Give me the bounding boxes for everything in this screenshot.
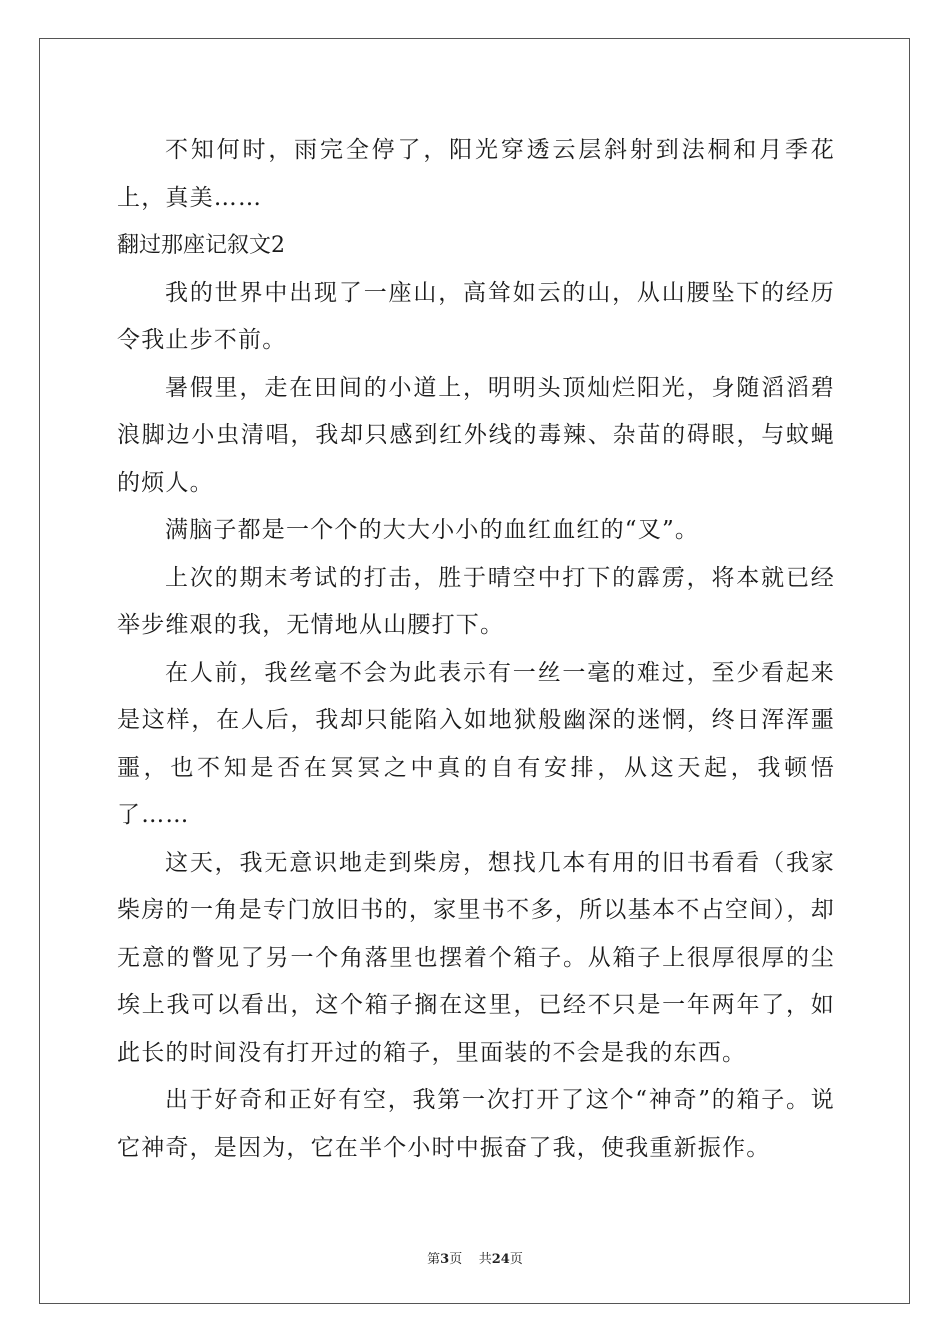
paragraph: 出于好奇和正好有空，我第一次打开了这个“神奇”的箱子。说它神奇，是因为，它在半个小时中振奋了我，使我重新振作。 [117,1087,835,1161]
paragraph: 上次的期末考试的打击，胜于晴空中打下的霹雳，将本就已经举步维艰的我，无情地从山腰打下。 [117,564,835,638]
total-suffix: 页 [509,1252,523,1267]
total-prefix: 共 [478,1252,492,1267]
paragraph: 暑假里，走在田间的小道上，明明头顶灿烂阳光，身随滔滔碧浪脚边小虫清唱，我却只感到红外线的毒辣、杂苗的碍眼，与蚊蝇的烦人。 [117,374,835,496]
paragraph: 在人前，我丝毫不会为此表示有一丝一毫的难过，至少看起来是这样，在人后，我却只能陷入如地狱般幽深的迷惘，终日浑浑噩噩，也不知是否在冥冥之中真的自有安排，从这天起，我顿悟了…… [117,659,835,828]
section-heading: 翻过那座记叙文2 [117,233,285,258]
paragraph: 我的世界中出现了一座山，高耸如云的山，从山腰坠下的经历令我止步不前。 [117,279,835,353]
total-pages-number: 24 [491,1252,510,1267]
page-suffix: 页 [449,1252,463,1267]
paragraph: 满脑子都是一个个的大大小小的血红血红的“叉”。 [165,517,700,543]
paragraph: 这天，我无意识地走到柴房，想找几本有用的旧书看看（我家柴房的一角是专门放旧书的，家里书不多，所以基本不占空间），却无意的瞥见了另一个角落里也摆着个箱子。从箱子上很厚很厚的尘埃上我可以看出，这个箱子搁在这里，已经不只是一年两年了，如此长的时间没有打开过的箱子，里面装的不会是我的东西。 [117,849,835,1066]
page-footer [0,1248,950,1267]
paragraph: 不知何时，雨完全停了，阳光穿透云层斜射到法桐和月季花上，真美…… [117,137,835,211]
current-page-number: 3 [440,1252,450,1267]
document-body [117,127,835,1172]
page-prefix: 第 [427,1252,441,1267]
